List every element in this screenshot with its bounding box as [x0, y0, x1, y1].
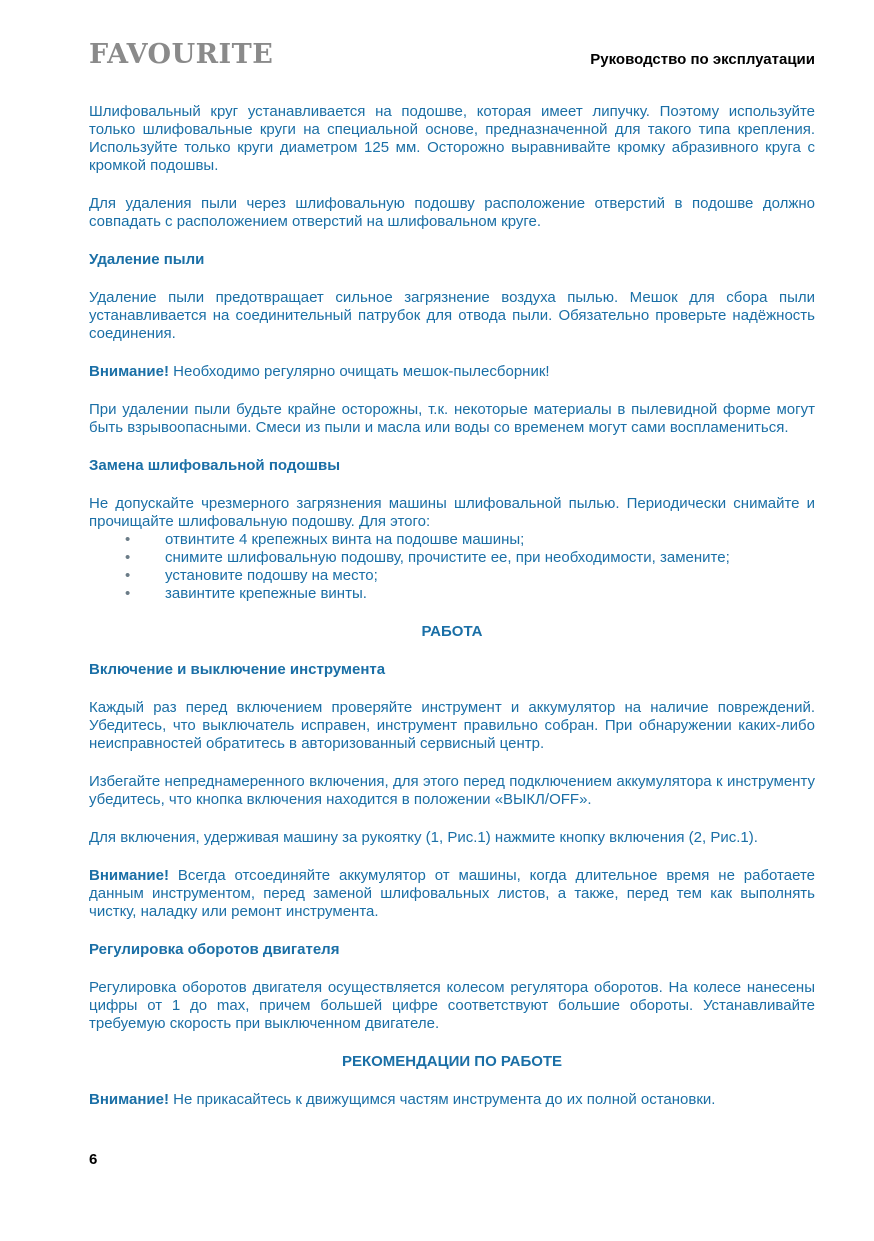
warning-label: Внимание!	[89, 363, 169, 380]
paragraph-warning-battery	[89, 867, 815, 921]
paragraph-warning-dust-bag	[89, 363, 815, 381]
paragraph-inspection: Каждый раз перед включением проверяйте инструмент и аккумулятор на наличие повреждений. Убедитесь, что выключатель исправен, инструмент правильно собран. При обнаружении каких-либо неисправностей обратитесь в авторизованный сервисный центр.	[89, 699, 815, 752]
paragraph-dust-bag: Удаление пыли предотвращает сильное загрязнение воздуха пылью. Мешок для сбора пыли устанавливается на соединительный патрубок для отвода пыли. Обязательно проверьте надёжность соединения.	[89, 289, 815, 342]
warning-text: Всегда отсоединяйте аккумулятор от машины, когда длительное время не работаете данным инструментом, перед заменой шлифовальных листов, а также, перед тем как выполнять чистку, наладку или ремонт инструмента.	[89, 867, 815, 920]
paragraph-warning-moving-parts	[89, 1091, 815, 1109]
brand-logo: FAVOURITE	[89, 39, 274, 70]
page-number: 6	[89, 1151, 98, 1168]
page-content	[89, 103, 815, 1129]
paragraph-sole-cleaning: Не допускайте чрезмерного загрязнения машины шлифовальной пылью. Периодически снимайте и прочищайте шлифовальную подошву. Для этого:	[89, 495, 815, 530]
warning-label: Внимание!	[89, 1091, 169, 1108]
list-item: • снимите шлифовальную подошву, прочистите ее, при необходимости, замените;	[89, 549, 815, 567]
list-item: • завинтите крепежные винты.	[89, 585, 815, 603]
warning-text: Не прикасайтесь к движущимся частям инструмента до их полной остановки.	[168, 1091, 716, 1108]
paragraph-hole-alignment: Для удаления пыли через шлифовальную подошву расположение отверстий в подошве должно совпадать с расположением отверстий на шлифовальном круге.	[89, 195, 815, 230]
document-title: Руководство по эксплуатации	[590, 51, 815, 68]
paragraph-sanding-disc: Шлифовальный круг устанавливается на подошве, которая имеет липучку. Поэтому используйте только шлифовальные круги на специальной основе, предназначенной для такого типа крепления. Используйте только круги диаметром 125 мм. Осторожно выравнивайте кромку абразивного круга с кромкой подошвы.	[89, 103, 815, 174]
paragraph-explosive-dust: При удалении пыли будьте крайне осторожны, т.к. некоторые материалы в пылевидной форме могут быть взрывоопасными. Смеси из пыли и масла или воды со временем могут сами воспламениться.	[89, 401, 815, 436]
paragraph-accidental-start: Избегайте непреднамеренного включения, для этого перед подключением аккумулятора к инструменту убедитесь, что кнопка включения находится в положении «ВЫКЛ/OFF».	[89, 773, 815, 808]
paragraph-switch-on: Для включения, удерживая машину за рукоятку (1, Рис.1) нажмите кнопку включения (2, Рис.1).	[89, 829, 758, 846]
list-item: • отвинтите 4 крепежных винта на подошве машины;	[89, 531, 815, 549]
list-item: • установите подошву на место;	[89, 567, 815, 585]
sole-steps-list	[89, 531, 815, 603]
paragraph-speed-wheel: Регулировка оборотов двигателя осуществляется колесом регулятора оборотов. На колесе нанесены цифры от 1 до max, причем большей цифре соответствуют большие обороты. Устанавливайте требуемую скорость при выключенном двигателе.	[89, 979, 815, 1032]
heading-dust-removal: Удаление пыли	[89, 251, 205, 268]
heading-speed-control: Регулировка оборотов двигателя	[89, 941, 340, 958]
warning-text: Необходимо регулярно очищать мешок-пылесборник!	[168, 363, 550, 380]
section-title-recommendations: РЕКОМЕНДАЦИИ ПО РАБОТЕ	[341, 1053, 563, 1070]
section-title-work: РАБОТА	[421, 623, 483, 640]
heading-sole-replacement: Замена шлифовальной подошвы	[89, 457, 341, 474]
heading-on-off: Включение и выключение инструмента	[89, 661, 386, 678]
warning-label: Внимание!	[89, 867, 169, 884]
